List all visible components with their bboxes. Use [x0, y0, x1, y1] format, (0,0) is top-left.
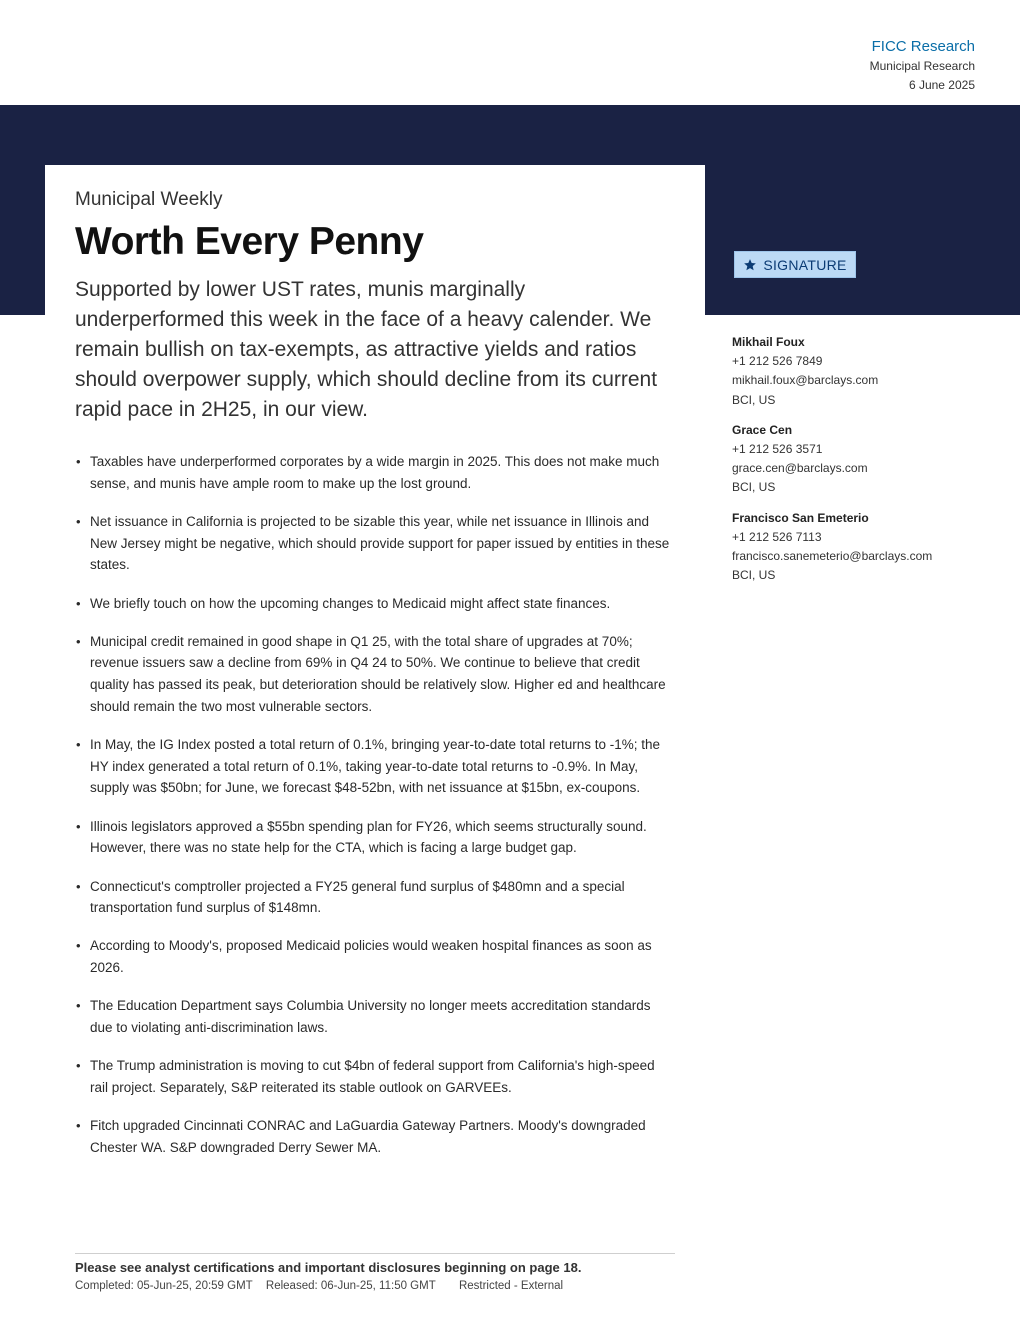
analyst-email[interactable]: mikhail.foux@barclays.com: [732, 373, 879, 388]
released-timestamp: Released: 06-Jun-25, 11:50 GMT: [265, 1280, 436, 1292]
list-item: [75, 631, 675, 718]
list-item: [75, 451, 675, 494]
analyst-entity: BCI, US: [732, 392, 776, 407]
bullet-icon: •: [76, 998, 81, 1014]
bullet-icon: •: [76, 1118, 81, 1134]
list-item: [75, 1115, 675, 1158]
title-card: [45, 165, 705, 435]
list-item-text: In May, the IG Index posted a total return of 0.1%, bringing year-to-date total returns to -1%; the HY index generated a total return of 0.1%, taking year-to-date total returns to -0.9%. In May, supply was $50bn; for June, we forecast $48-52bn, with net issuance at $15bn, ex-coupons.: [90, 737, 661, 796]
bullet-icon: •: [76, 938, 81, 954]
bullet-icon: •: [76, 878, 81, 894]
list-item: [75, 734, 675, 799]
analyst-card: [732, 509, 992, 586]
list-item: [75, 1055, 675, 1098]
series-label: Municipal Weekly: [75, 189, 223, 210]
list-item-text: The Trump administration is moving to cut $4bn of federal support from California's high-speed rail project. Separately, S&P reiterated its stable outlook on GARVEEs.: [90, 1058, 655, 1095]
list-item-text: Illinois legislators approved a $55bn spending plan for FY26, which seems structurally sound. However, there was no state help for the CTA, which is facing a large budget gap.: [90, 818, 647, 856]
report-header: [870, 37, 975, 95]
list-item: [75, 593, 675, 615]
list-item-text: We briefly touch on how the upcoming changes to Medicaid might affect state finances.: [90, 595, 611, 611]
completed-timestamp: Completed: 05-Jun-25, 20:59 GMT: [75, 1280, 253, 1292]
bullet-icon: •: [76, 737, 81, 753]
star-icon: [743, 258, 757, 272]
summary-text: Supported by lower UST rates, munis marginally underperformed this week in the face of a heavy calender. We remain bullish on tax-exempts, as attractive yields and ratios should overpower supply, which should decline from its current rapid pace in 2H25, in our view.: [75, 278, 658, 421]
analyst-card: [732, 333, 992, 410]
signature-label: SIGNATURE: [763, 256, 847, 273]
analyst-email[interactable]: francisco.sanemeterio@barclays.com: [732, 549, 933, 564]
list-item: [75, 511, 675, 576]
signature-badge: [734, 251, 856, 278]
list-item: [75, 876, 675, 919]
list-item-text: Municipal credit remained in good shape in Q1 25, with the total share of upgrades at 70%; revenue issuers saw a decline from 69% in Q4 24 to 50%. We continue to believe that credit quality has passed its peak, but deterioration should be relatively slow. Higher ed and healthcare should remain the two most vulnerable sectors.: [90, 633, 666, 714]
department-label: Municipal Research: [869, 59, 975, 73]
analyst-card: [732, 421, 992, 498]
analyst-name: Mikhail Foux: [732, 335, 805, 349]
page-footer: [75, 1253, 675, 1295]
report-meta: [75, 1277, 675, 1295]
analyst-phone: +1 212 526 3571: [732, 441, 823, 456]
list-item-text: Taxables have underperformed corporates by a wide margin in 2025. This does not make much sense, and munis have ample room to make up the lost ground.: [90, 454, 660, 491]
bullet-icon: •: [76, 454, 81, 469]
bullet-icon: •: [76, 595, 81, 611]
list-item: [75, 995, 675, 1038]
list-item: [75, 816, 675, 859]
bullet-icon: •: [76, 513, 81, 529]
list-item-text: According to Moody's, proposed Medicaid policies would weaken hospital finances as soon as 2026.: [90, 938, 652, 976]
disclosure-notice: Please see analyst certifications and important disclosures beginning on page 18.: [75, 1260, 582, 1275]
analyst-entity: BCI, US: [732, 568, 776, 583]
key-points-list: [75, 451, 675, 1175]
list-item: [75, 935, 675, 978]
analyst-phone: +1 212 526 7113: [732, 529, 822, 544]
page-title: Worth Every Penny: [75, 220, 424, 263]
bullet-icon: •: [76, 633, 81, 649]
bullet-icon: •: [76, 1058, 81, 1074]
analyst-entity: BCI, US: [732, 480, 776, 495]
list-item-text: Connecticut's comptroller projected a FY25 general fund surplus of $480mn and a special transportation fund surplus of $148mn.: [90, 878, 625, 916]
analyst-name: Grace Cen: [732, 422, 793, 437]
list-item-text: The Education Department says Columbia University no longer meets accreditation standards due to violating anti-discrimination laws.: [90, 998, 651, 1036]
bullet-icon: •: [76, 818, 81, 834]
report-date: 6 June 2025: [908, 78, 975, 92]
classification-label: Restricted - External: [458, 1280, 564, 1292]
list-item-text: Fitch upgraded Cincinnati CONRAC and LaGuardia Gateway Partners. Moody's downgraded Chester WA. S&P downgraded Derry Sewer MA.: [90, 1118, 646, 1155]
analyst-name: Francisco San Emeterio: [732, 510, 869, 525]
analyst-phone: +1 212 526 7849: [732, 354, 823, 368]
analyst-email[interactable]: grace.cen@barclays.com: [732, 461, 868, 476]
analyst-list: [732, 333, 992, 597]
list-item-text: Net issuance in California is projected to be sizable this year, while net issuance in Illinois and New Jersey might be negative, which should provide support for paper issued by entities in these states.: [90, 513, 670, 573]
brand-link[interactable]: FICC Research: [871, 38, 975, 55]
